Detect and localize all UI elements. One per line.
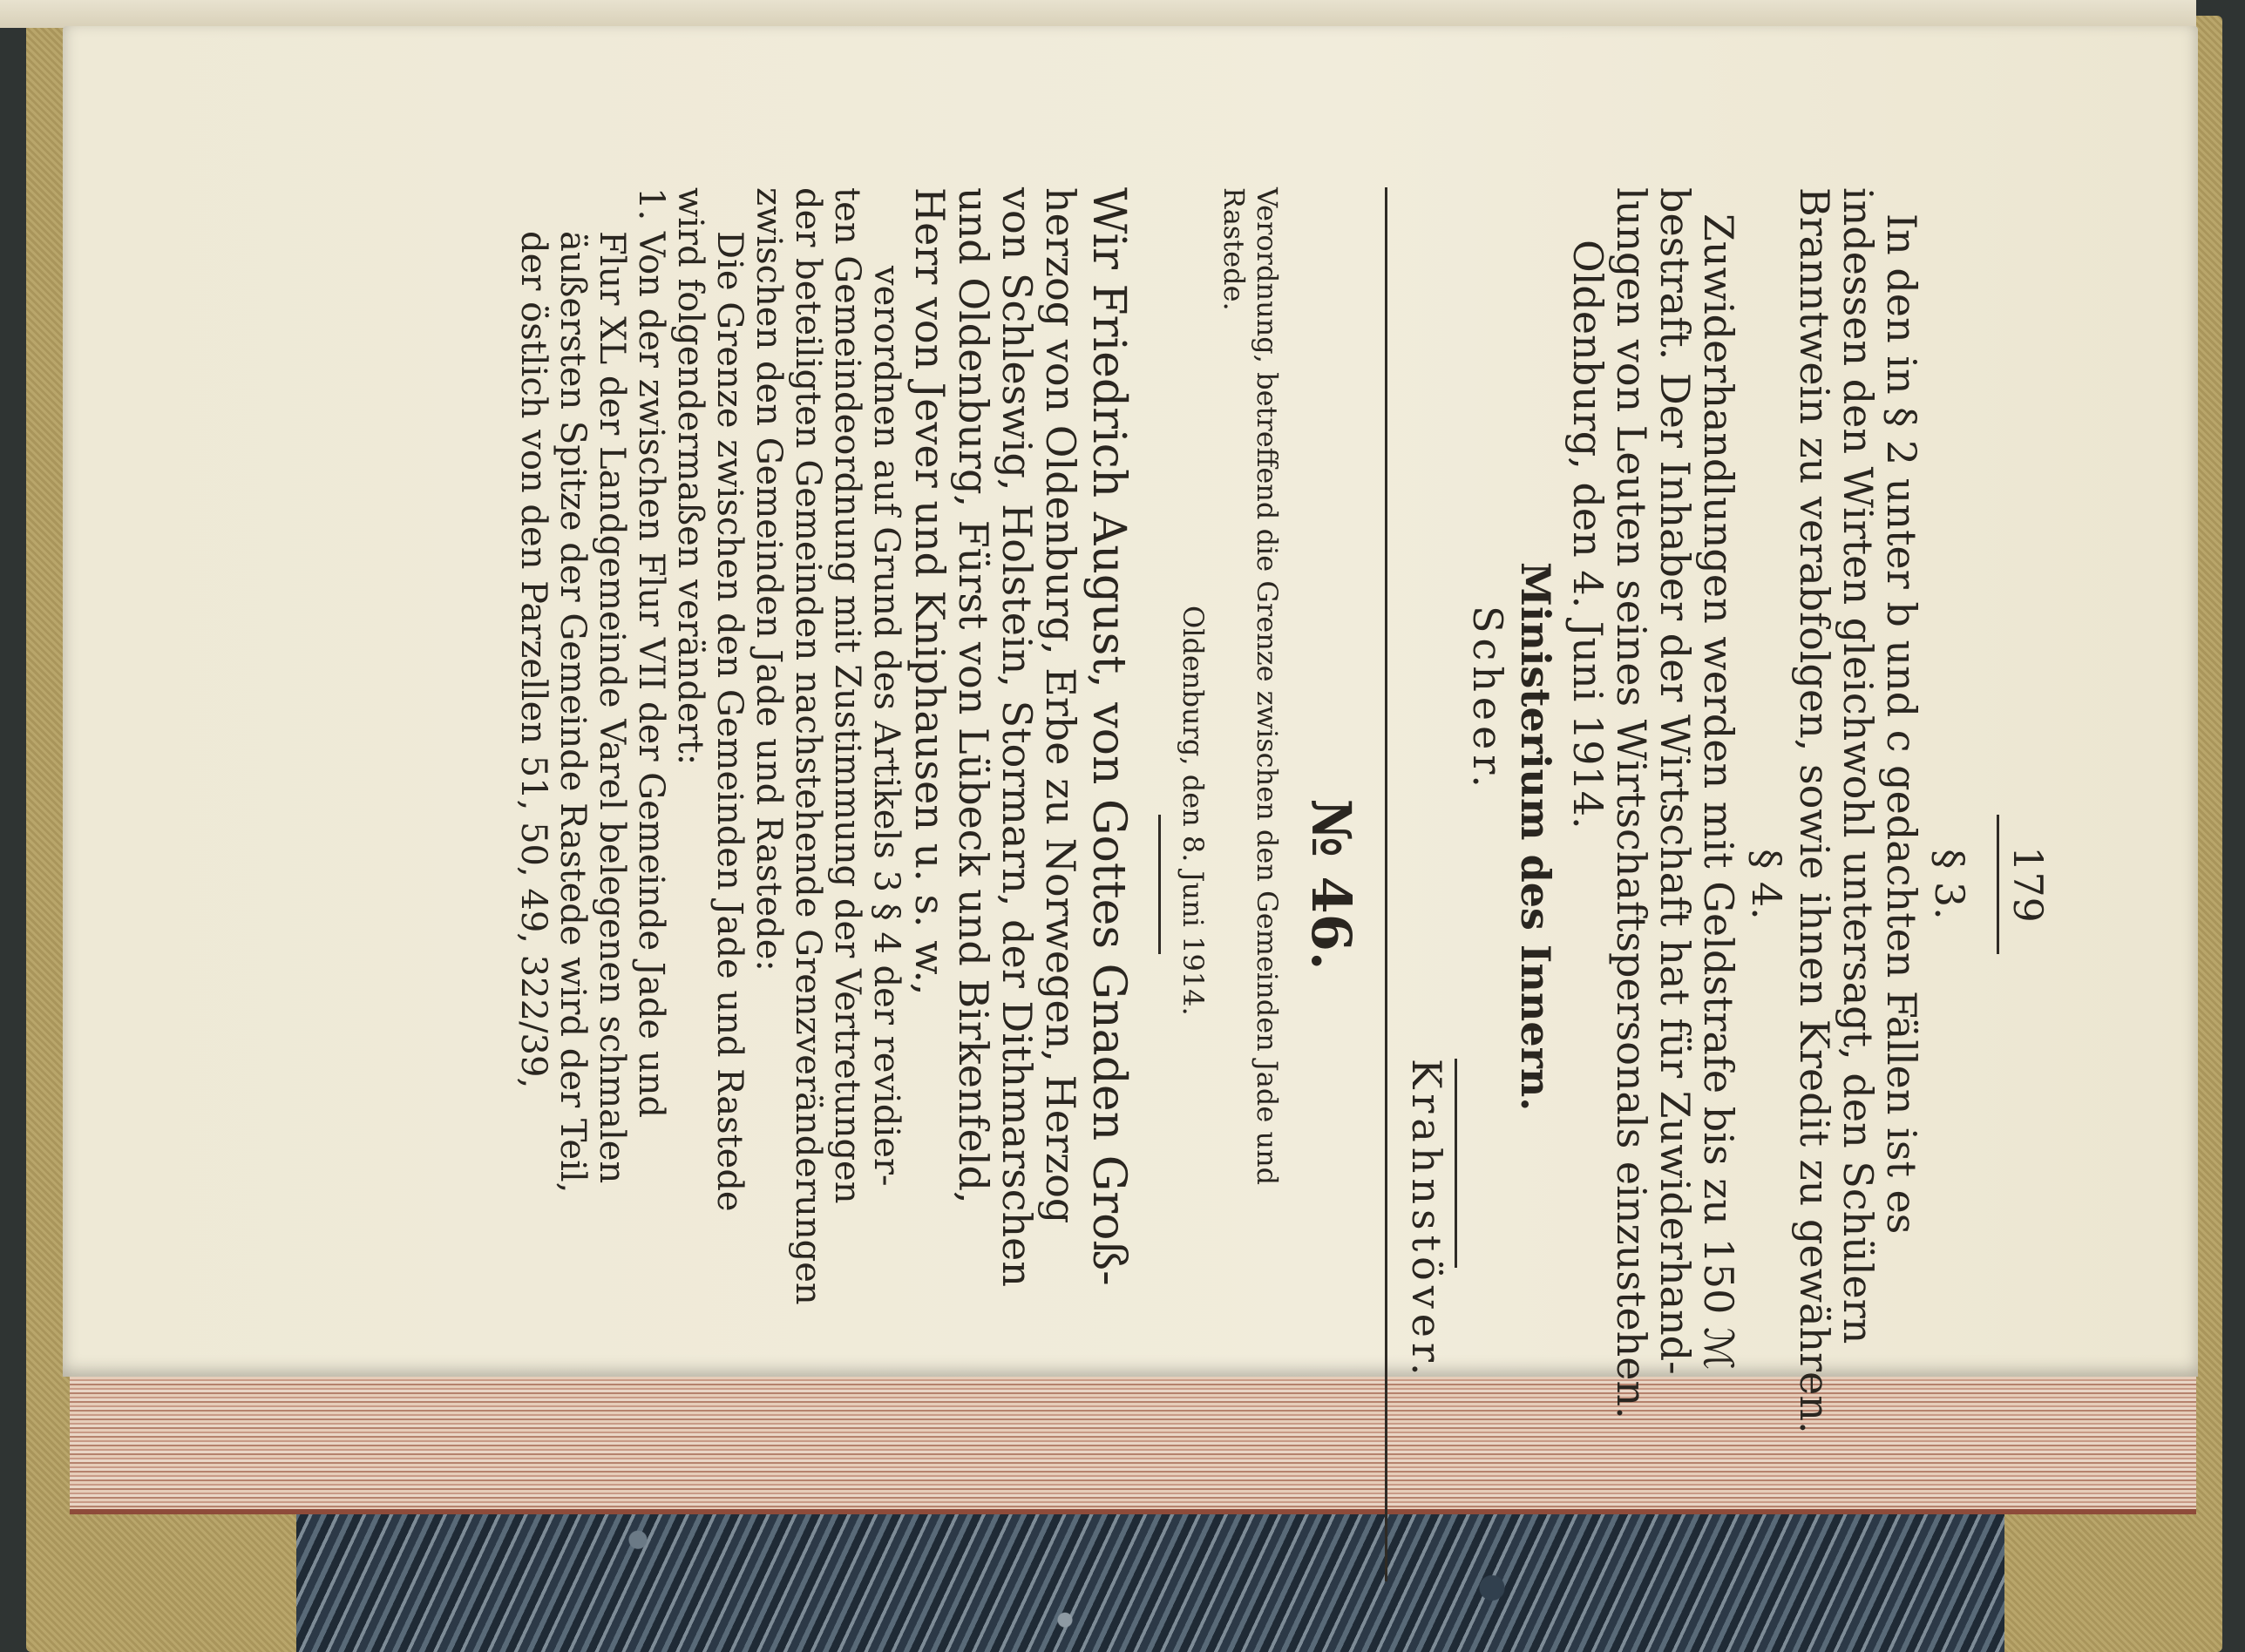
ordinance-date: Oldenburg, den 8. Juni 1914. xyxy=(1177,606,1210,1016)
body-line-3: von Schleswig, Holstein, Stormarn, der Dithmarschen xyxy=(994,187,1041,1288)
ministry-signature: Ministerium des Innern. xyxy=(1512,562,1559,1112)
book-page xyxy=(63,26,2198,1434)
section-divider-rule xyxy=(1385,187,1387,1581)
body-line-8: der beteiligten Gemeinden nachstehende Grenzveränderungen xyxy=(788,187,828,1305)
signature-rule xyxy=(1455,1059,1457,1268)
page-number: 179 xyxy=(2004,846,2052,923)
body-line-4: und Oldenburg, Fürst von Lübeck und Birkenfeld, xyxy=(950,187,997,1204)
section3-line3: Branntwein zu verabfolgen, sowie ihnen Kredit zu gewähren. xyxy=(1791,187,1838,1434)
ordinance-title-line2: Rastede. xyxy=(1217,187,1251,311)
section4-line3: lungen von Leuten seines Wirtschaftspersonals einzustehen. xyxy=(1608,187,1655,1419)
signature-name-1: Scheer. xyxy=(1464,606,1511,793)
page-text-rotated xyxy=(513,187,2052,1581)
section3-line1: In den in § 2 unter b und c gedachten Fällen ist es xyxy=(1878,213,1925,1235)
section4-date: Oldenburg, den 4. Juni 1914. xyxy=(1564,240,1611,829)
body-line-5: Herr von Jever und Kniphausen u. s. w., xyxy=(906,187,953,996)
facing-page-edge xyxy=(0,0,2196,28)
body-line-9: zwischen den Gemeinden Jade und Rastede: xyxy=(749,187,789,972)
body-line-7: ten Gemeindeordnung mit Zustimmung der Vertretungen xyxy=(827,187,867,1204)
section4-heading: § 4. xyxy=(1743,849,1790,920)
ordinance-number: № 46. xyxy=(1299,798,1363,971)
section3-heading: § 3. xyxy=(1926,849,1973,920)
body-line-14: äußersten Spitze der Gemeinde Rastede wird der Teil, xyxy=(553,231,593,1194)
section4-line1: Zuwiderhandlungen werden mit Geldstrafe bis zu 150 ℳ xyxy=(1695,213,1742,1371)
section3-line2: indessen den Wirten gleichwohl untersagt, den Schülern xyxy=(1835,187,1882,1344)
signature-name-2: Krahnstöver. xyxy=(1403,1059,1450,1381)
body-line-12: 1. Von der zwischen Flur VII der Gemeinde Jade und xyxy=(631,187,671,1118)
body-line-2: herzog von Oldenburg, Erbe zu Norwegen, Herzog xyxy=(1037,187,1084,1224)
body-line-13: Flur XL der Landgemeinde Varel belegenen schmalen xyxy=(592,231,632,1184)
ordinance-date-rule xyxy=(1158,815,1161,954)
ordinance-title-line1: Verordnung, betreffend die Grenze zwischen den Gemeinden Jade und xyxy=(1251,187,1284,1186)
body-line-10: Die Grenze zwischen den Gemeinden Jade und Rastede xyxy=(709,231,749,1212)
body-line-1: Wir Friedrich August, von Gottes Gnaden Groß- xyxy=(1082,187,1135,1286)
body-line-15: der östlich von den Parzellen 51, 50, 49, 322/39, xyxy=(513,231,553,1089)
page-number-rule xyxy=(1997,815,1999,954)
body-line-11: wird folgendermaßen verändert: xyxy=(670,187,710,766)
section4-line2: bestraft. Der Inhaber der Wirtschaft hat für Zuwiderhand- xyxy=(1652,187,1699,1375)
body-line-6: verordnen auf Grund des Artikels 3 § 4 der revidier- xyxy=(866,266,906,1187)
